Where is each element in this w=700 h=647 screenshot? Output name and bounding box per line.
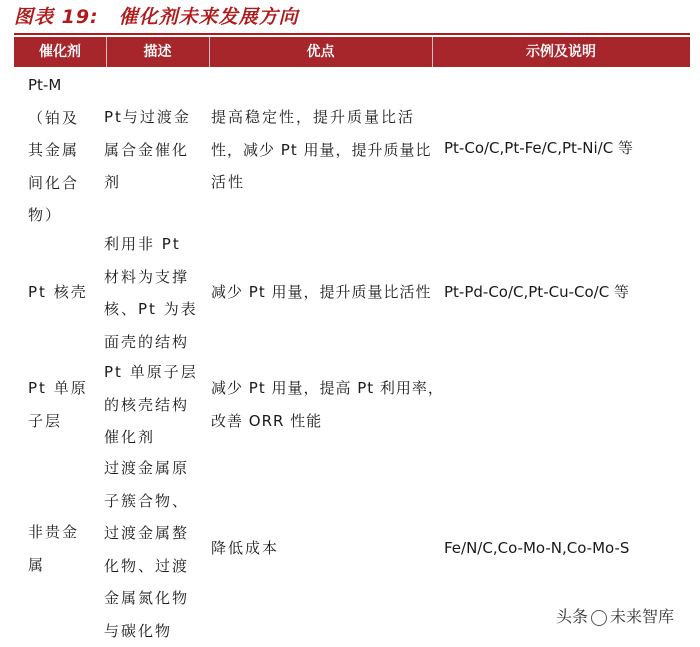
table-row-1-advantages: 提高稳定性，提升质量比活 性，减少 Pt 用量，提升质量比 活性 [211,108,432,191]
table-row-4-examples: Fe/N/C,Co-Mo-N,Co-Mo-S [444,539,630,557]
header-separator [209,37,210,67]
column-header-description: 描述 [143,44,172,60]
table-row-2-catalyst: Pt 核壳 [28,283,88,301]
table-row-4-description: 过渡金属原 子簇合物、 过渡金属螯 化物、过渡 金属氮化物 与碳化物 [104,459,190,640]
watermark-prefix: 头条 [556,607,589,626]
column-header-advantages: 优点 [306,44,335,60]
figure-title: 图表 19: 催化剂未来发展方向 [14,6,299,28]
table-row-3-description: Pt 单原子层 的核壳结构 催化剂 [104,363,198,446]
title-divider [14,33,690,35]
table-row-4-catalyst: 非贵金 属 [28,523,80,574]
header-separator [432,37,433,67]
table-row-2-examples: Pt-Pd-Co/C,Pt-Cu-Co/C 等 [444,283,629,301]
header-separator [106,37,107,67]
table-row-2-advantages: 减少 Pt 用量，提升质量比活性 [211,283,432,301]
table-row-2-description: 利用非 Pt 材料为支撑 核、Pt 为表 面壳的结构 [104,235,198,351]
watermark [556,604,674,627]
table-row-1-description: Pt与过渡金 属合金催化 剂 [104,108,191,191]
table-row-1-examples: Pt-Co/C,Pt-Fe/C,Pt-Ni/C 等 [444,139,633,157]
wechat-logo-icon [591,610,607,626]
watermark-handle: 未来智库 [610,607,675,626]
table-row-3-catalyst: Pt 单原 子层 [28,379,88,430]
table-header [14,37,690,67]
table-row-3-advantages: 减少 Pt 用量，提高 Pt 利用率， 改善 ORR 性能 [211,379,444,430]
table-row-4-advantages: 降低成本 [211,539,280,557]
table-row-1-catalyst: Pt-M （铂及 其金属 间化合 物） [28,76,80,224]
column-header-examples: 示例及说明 [526,44,596,60]
column-header-catalyst: 催化剂 [39,44,81,60]
